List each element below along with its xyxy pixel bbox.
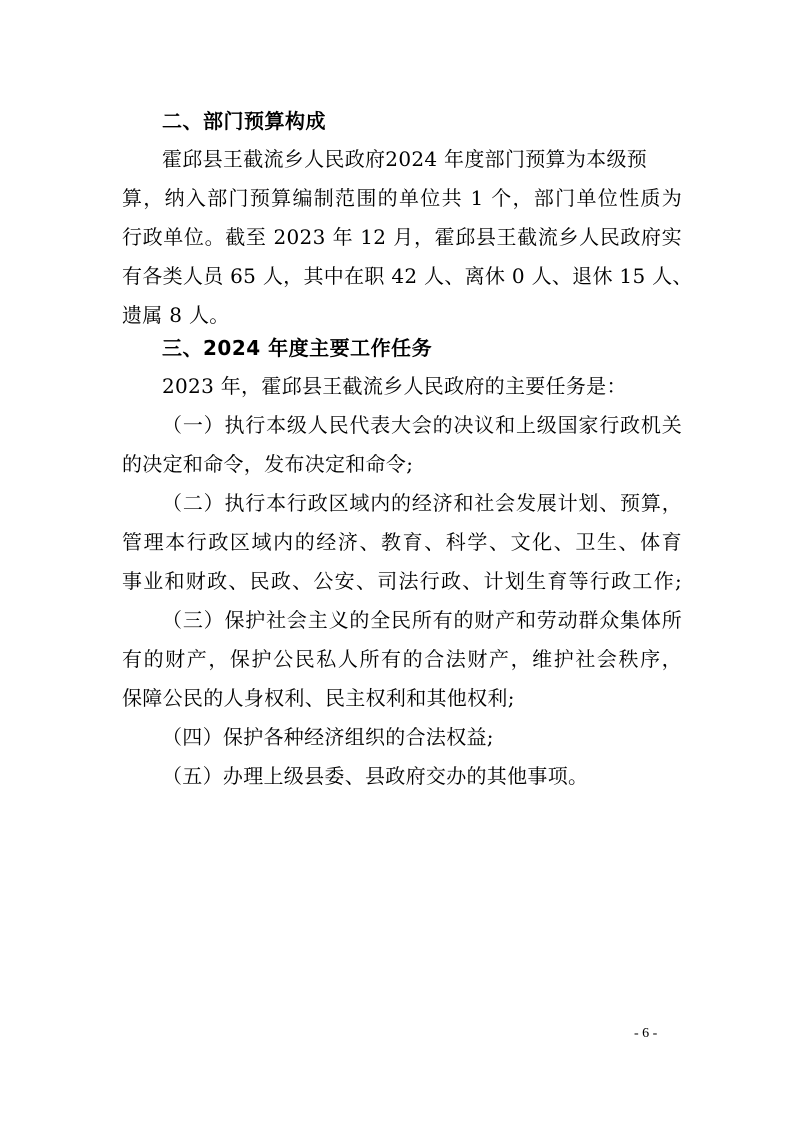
paragraph-line: 2023 年，霍邱县王截流乡人民政府的主要任务是： (162, 374, 627, 398)
paragraph-line: 有各类人员 65 人，其中在职 42 人、离休 0 人、退休 15 人、 (122, 264, 693, 288)
task-item-line: 管理本行政区域内的经济、教育、科学、文化、卫生、体育 (122, 530, 682, 554)
paragraph-line: 遗属 8 人。 (122, 303, 230, 327)
section-heading-budget-composition: 二、部门预算构成 (162, 109, 326, 133)
paragraph-line: 行政单位。截至 2023 年 12 月，霍邱县王截流乡人民政府实 (122, 225, 682, 249)
task-item-line: （五）办理上级县委、县政府交办的其他事项。 (162, 764, 589, 788)
page-number: - 6 - (634, 1026, 658, 1041)
task-item-line: （三）保护社会主义的全民所有的财产和劳动群众集体所 (162, 608, 682, 632)
task-item-line: 保障公民的人身权利、民主权利和其他权利; (122, 686, 515, 710)
task-item-line: （二）执行本行政区域内的经济和社会发展计划、预算， (162, 491, 682, 515)
task-item-line: （四）保护各种经济组织的合法权益; (162, 725, 494, 749)
paragraph-line: 算，纳入部门预算编制范围的单位共 1 个，部门单位性质为 (122, 186, 682, 210)
task-item-line: （一）执行本级人民代表大会的决议和上级国家行政机关 (162, 413, 682, 437)
paragraph-line: 霍邱县王截流乡人民政府2024 年度部门预算为本级预 (162, 147, 648, 171)
section-heading-main-tasks: 三、2024 年度主要工作任务 (162, 336, 433, 360)
task-item-line: 有的财产，保护公民私人所有的合法财产，维护社会秩序， (122, 647, 682, 671)
task-item-line: 事业和财政、民政、公安、司法行政、计划生育等行政工作; (122, 569, 682, 593)
task-item-line: 的决定和命令，发布决定和命令; (122, 452, 414, 476)
